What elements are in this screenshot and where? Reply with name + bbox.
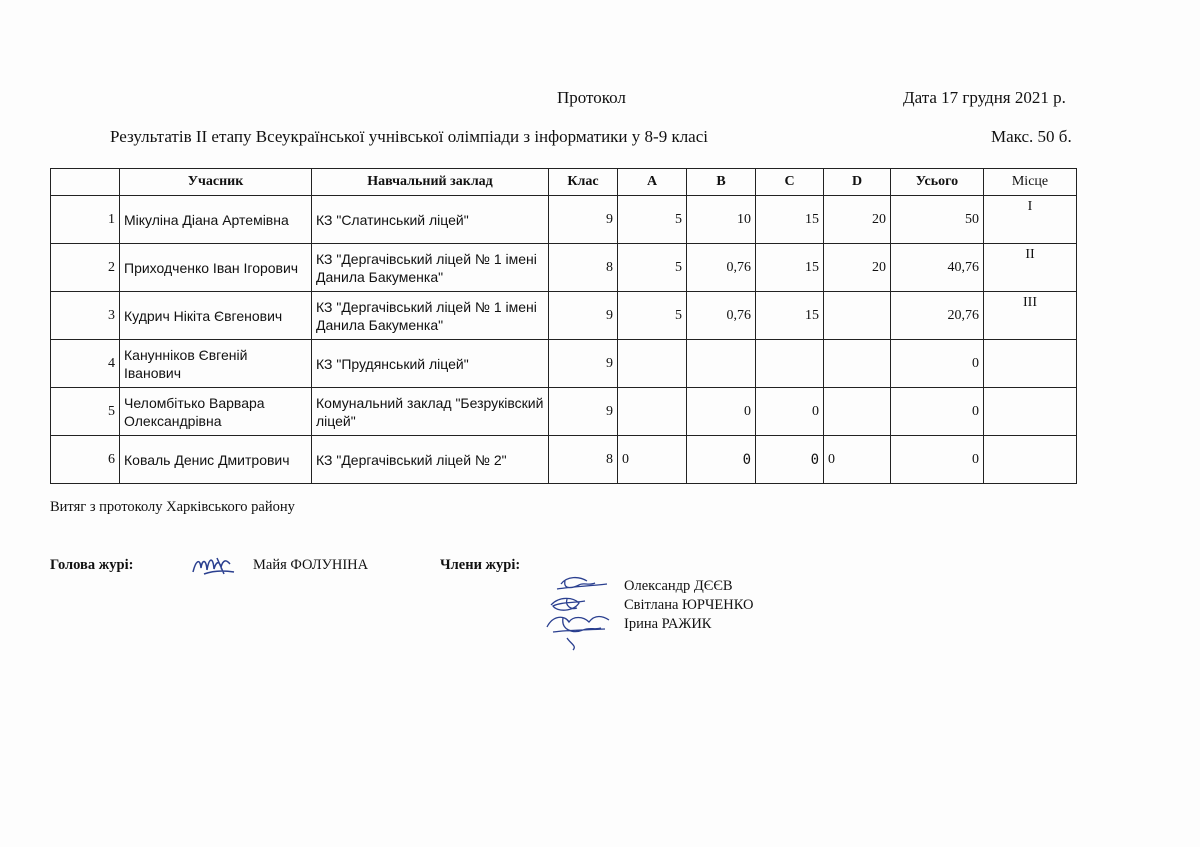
member-name: Світлана ЮРЧЕНКО [624, 597, 754, 613]
total-score: 0 [891, 340, 984, 388]
score-d: 0 [824, 436, 891, 484]
row-index: 6 [51, 436, 120, 484]
grade: 9 [549, 196, 618, 244]
table-row [51, 388, 1077, 436]
header-participant: Учасник [120, 169, 312, 196]
row-index: 4 [51, 340, 120, 388]
school-name: КЗ "Прудянський ліцей" [312, 340, 549, 388]
total-score: 50 [891, 196, 984, 244]
participant-name: Мікуліна Діана Артемівна [120, 196, 312, 244]
members-label: Члени журі: [440, 557, 521, 573]
score-a: 5 [618, 244, 687, 292]
place: ІІІ [984, 292, 1077, 340]
table-row [51, 244, 1077, 292]
school-name: Комунальний заклад "Безруківский ліцей" [312, 388, 549, 436]
header-total: Усього [891, 169, 984, 196]
header-grade: Клас [549, 169, 618, 196]
place [984, 340, 1077, 388]
score-a [618, 388, 687, 436]
score-b [687, 340, 756, 388]
max-score: Макс. 50 б. [991, 127, 1072, 146]
header-d: D [824, 169, 891, 196]
grade: 8 [549, 244, 618, 292]
place [984, 436, 1077, 484]
school-name: КЗ "Дергачівський ліцей № 2" [312, 436, 549, 484]
score-b: 0,76 [687, 244, 756, 292]
row-index: 2 [51, 244, 120, 292]
row-index: 3 [51, 292, 120, 340]
participant-name: Кудрич Нікіта Євгенович [120, 292, 312, 340]
score-d [824, 388, 891, 436]
place: І [984, 196, 1077, 244]
score-d: 20 [824, 244, 891, 292]
table-row [51, 436, 1077, 484]
score-b: 0 [687, 388, 756, 436]
score-c [756, 340, 824, 388]
score-a: 5 [618, 292, 687, 340]
participant-name: Коваль Денис Дмитрович [120, 436, 312, 484]
header-school: Навчальний заклад [312, 169, 549, 196]
chair-label: Голова журі: [50, 557, 134, 573]
score-c: 15 [756, 244, 824, 292]
protocol-subtitle: Результатів ІІ етапу Всеукраїнської учнівської олімпіади з інформатики у 8-9 класі [110, 127, 708, 146]
place: ІІ [984, 244, 1077, 292]
grade: 9 [549, 388, 618, 436]
header-index [51, 169, 120, 196]
school-name: КЗ "Дергачівський ліцей № 1 імені Данила Бакуменка" [312, 244, 549, 292]
score-b: 0,76 [687, 292, 756, 340]
participant-name: Челомбітько Варвара Олександрівна [120, 388, 312, 436]
score-d [824, 340, 891, 388]
score-c: 15 [756, 292, 824, 340]
header-place: Місце [984, 169, 1077, 196]
header-c: C [756, 169, 824, 196]
score-a: 0 [618, 436, 687, 484]
score-b: 10 [687, 196, 756, 244]
score-c: 0 [756, 388, 824, 436]
chair-name: Майя ФОЛУНІНА [253, 557, 369, 573]
header-b: B [687, 169, 756, 196]
table-row [51, 340, 1077, 388]
chair-signature [190, 550, 238, 580]
results-table [50, 168, 1077, 484]
row-index: 1 [51, 196, 120, 244]
score-a: 5 [618, 196, 687, 244]
header-a: A [618, 169, 687, 196]
table-row [51, 196, 1077, 244]
school-name: КЗ "Дергачівський ліцей № 1 імені Данила Бакуменка" [312, 292, 549, 340]
participant-name: Приходченко Іван Ігорович [120, 244, 312, 292]
member-name: Олександр ДЄЄВ [624, 578, 733, 594]
score-c: 0 [756, 436, 824, 484]
protocol-title: Протокол [557, 88, 626, 107]
score-d [824, 292, 891, 340]
table-row [51, 292, 1077, 340]
school-name: КЗ "Слатинський ліцей" [312, 196, 549, 244]
table-header-row [51, 169, 1077, 196]
total-score: 20,76 [891, 292, 984, 340]
score-c: 15 [756, 196, 824, 244]
total-score: 0 [891, 388, 984, 436]
member-name: Ірина РАЖИК [624, 616, 712, 632]
row-index: 5 [51, 388, 120, 436]
participant-name: Канунніков Євгеній Іванович [120, 340, 312, 388]
score-b: 0 [687, 436, 756, 484]
grade: 9 [549, 340, 618, 388]
score-d: 20 [824, 196, 891, 244]
members-signatures [543, 572, 618, 652]
total-score: 0 [891, 436, 984, 484]
place [984, 388, 1077, 436]
grade: 8 [549, 436, 618, 484]
total-score: 40,76 [891, 244, 984, 292]
protocol-extract-note: Витяг з протоколу Харківського району [50, 499, 295, 515]
protocol-date: Дата 17 грудня 2021 р. [903, 88, 1066, 107]
score-a [618, 340, 687, 388]
grade: 9 [549, 292, 618, 340]
